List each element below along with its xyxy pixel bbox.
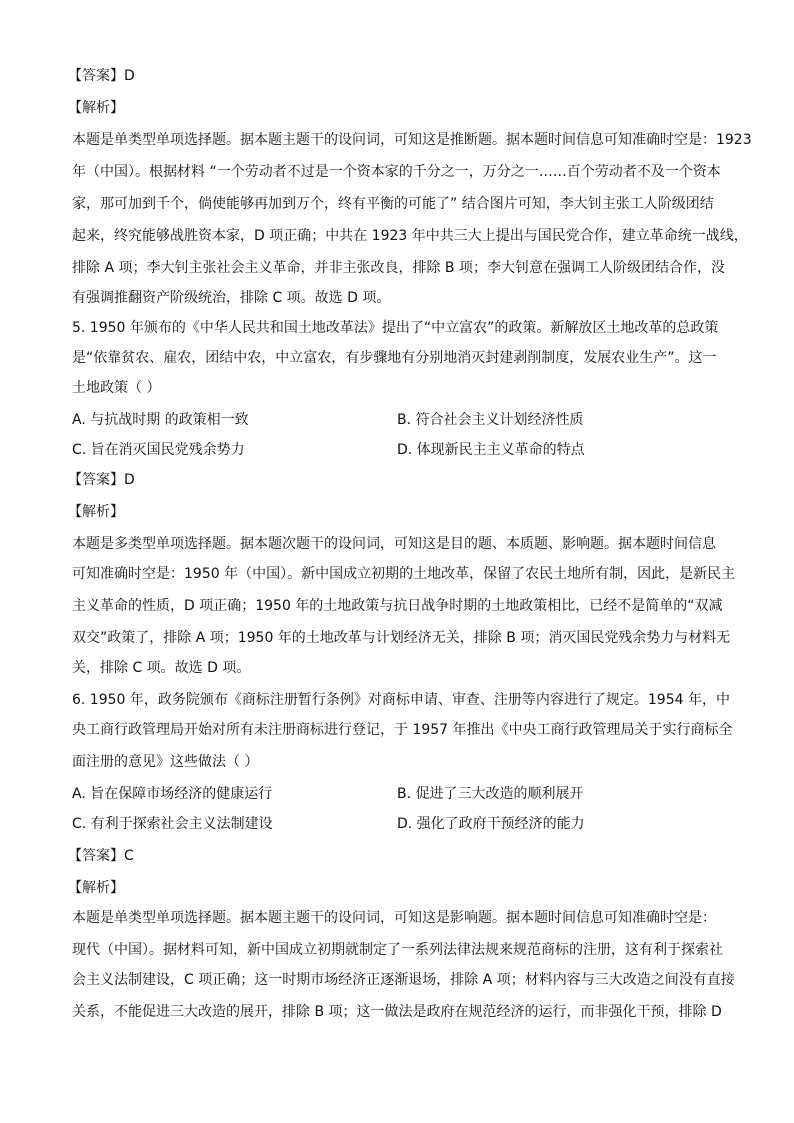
q5-analysis-line: 关，排除 C 项。故选 D 项。 (72, 660, 251, 676)
q5-analysis-line: 可知准确时空是：1950 年（中国）。新中国成立初期的土地改革，保留了农民土地所有制，因此，是新民主 (72, 566, 736, 582)
q5-analysis-line: 双交”政策了，排除 A 项；1950 年的土地改革与计划经济无关，排除 B 项；消灭国民党残余势力与材料无 (72, 630, 731, 646)
q5-stem-line: 土地政策（ ） (72, 380, 161, 396)
q5-answer: 【答案】D (68, 472, 135, 488)
q5-option-a: A. 与抗战时期 的政策相一致 (72, 412, 249, 428)
q6-analysis-line: 本题是单类型单项选择题。据本题主题干的设问词，可知这是影响题。据本题时间信息可知准确时空是： (72, 910, 716, 926)
q4-answer: 【答案】D (68, 68, 135, 84)
q4-analysis-label: 【解析】 (68, 100, 124, 116)
q4-analysis-line: 本题是单类型单项选择题。据本题主题干的设问词，可知这是推断题。据本题时间信息可知准确时空是：1923 (72, 132, 752, 148)
q4-analysis-line: 排除 A 项；李大钊主张社会主义革命，并非主张改良，排除 B 项；李大钊意在强调工人阶级团结合作，没 (72, 260, 725, 276)
q6-option-a: A. 旨在保障市场经济的健康运行 (72, 786, 273, 802)
q6-option-d: D. 强化了政府干预经济的能力 (397, 816, 585, 832)
q6-analysis-label: 【解析】 (68, 880, 124, 896)
q6-stem-line: 面注册的意见》这些做法（ ） (72, 754, 259, 770)
q6-answer: 【答案】C (68, 848, 134, 864)
q4-analysis-line: 家，那可加到千个，倘使能够再加到万个，终有平衡的可能了” 结合图片可知，李大钊主张工人阶级团结 (72, 196, 714, 212)
q5-stem-line: 5. 1950 年颁布的《中华人民共和国土地改革法》提出了“中立富农”的政策。新解放区土地改革的总政策 (72, 320, 719, 336)
q4-analysis-line: 年（中国）。根据材料 “一个劳动者不过是一个资本家的千分之一，万分之一……百个劳动者不及一个资本 (72, 164, 721, 180)
q6-option-b: B. 促进了三大改造的顺利展开 (397, 786, 584, 802)
q6-stem-line: 6. 1950 年，政务院颁布《商标注册暂行条例》对商标申请、审查、注册等内容进行了规定。1954 年，中 (72, 692, 730, 708)
q6-stem-line: 央工商行政管理局开始对所有未注册商标进行登记，于 1957 年推出《中央工商行政管理局关于实行商标全 (72, 722, 733, 738)
q5-analysis-label: 【解析】 (68, 504, 124, 520)
q4-analysis-line: 起来，终究能够战胜资本家，D 项正确；中共在 1923 年中共三大上提出与国民党合作，建立革命统一战线， (72, 228, 748, 244)
q6-analysis-line: 会主义法制建设，C 项正确；这一时期市场经济正逐渐退场，排除 A 项；材料内容与三大改造之间没有直接 (72, 972, 735, 988)
q5-analysis-line: 主义革命的性质，D 项正确；1950 年的土地政策与抗日战争时期的土地政策相比，已经不是简单的“双减 (72, 598, 723, 614)
q5-analysis-line: 本题是多类型单项选择题。据本题次题干的设问词，可知这是目的题、本质题、影响题。据本题时间信息 (72, 536, 716, 552)
q5-option-b: B. 符合社会主义计划经济性质 (397, 412, 584, 428)
q5-stem-line: 是“依靠贫农、雇农，团结中农，中立富农，有步骤地有分别地消灭封建剥削制度，发展农业生产”。这一 (72, 350, 717, 366)
q5-option-c: C. 旨在消灭国民党残余势力 (72, 442, 245, 458)
q6-option-c: C. 有利于探索社会主义法制建设 (72, 816, 273, 832)
q6-analysis-line: 现代（中国）。据材料可知，新中国成立初期就制定了一系列法律法规来规范商标的注册，这有利于探索社 (72, 942, 723, 958)
q5-option-d: D. 体现新民主主义革命的特点 (397, 442, 585, 458)
q6-analysis-line: 关系，不能促进三大改造的展开，排除 B 项；这一做法是政府在规范经济的运行，而非强化干预，排除 D (72, 1004, 722, 1020)
q4-analysis-line: 有强调推翻资产阶级统治，排除 C 项。故选 D 项。 (72, 290, 391, 306)
